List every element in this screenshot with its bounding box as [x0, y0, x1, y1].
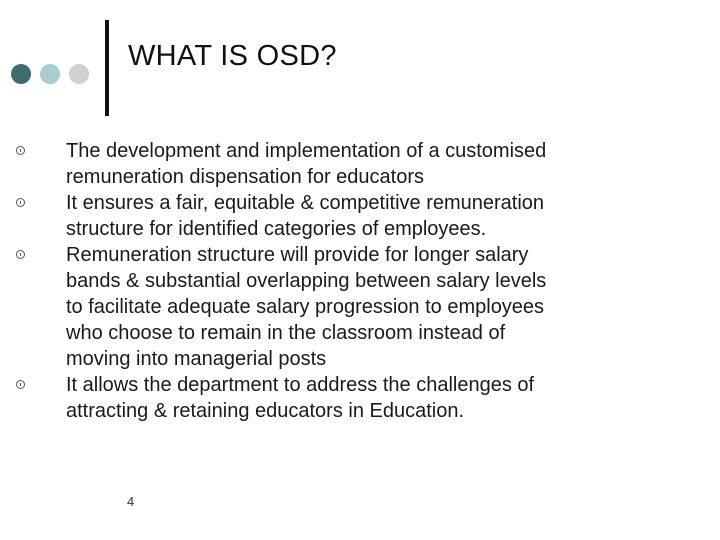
decor-dot-grey — [69, 64, 89, 84]
bullet-item — [0, 372, 666, 424]
bullet-icon — [16, 250, 25, 259]
bullet-icon — [16, 198, 25, 207]
page-number: 4 — [127, 494, 135, 509]
bullet-text: Remuneration structure will provide for longer salary bands & substantial overlapping between salary levels to facilitate adequate salary progression to employees who choose to remain in the classroom instead of moving into managerial posts — [66, 244, 547, 370]
bullet-icon — [16, 380, 25, 389]
bullet-text: It allows the department to address the challenges of attracting & retaining educators in Education. — [66, 374, 535, 422]
bullet-list — [0, 138, 720, 424]
bullet-icon — [16, 146, 25, 155]
decor-dot-dark — [11, 64, 31, 84]
bullet-text: It ensures a fair, equitable & competitive remuneration structure for identified categories of employees. — [66, 192, 545, 240]
bullet-item — [0, 242, 666, 372]
slide-title: WHAT IS OSD? — [128, 40, 337, 72]
decor-dot-light — [40, 64, 60, 84]
bullet-text: The development and implementation of a customised remuneration dispensation for educators — [66, 140, 547, 188]
title-divider — [105, 20, 109, 116]
bullet-item — [0, 138, 666, 190]
bullet-item — [0, 190, 666, 242]
